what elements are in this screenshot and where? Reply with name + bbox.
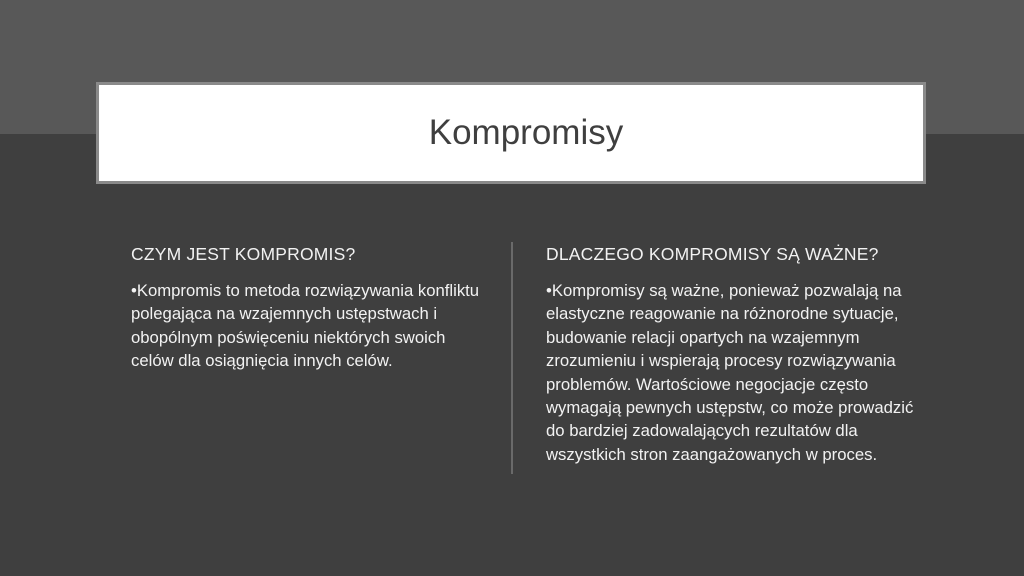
right-bullet <box>546 279 936 466</box>
right-bullet-text: Kompromisy są ważne, ponieważ pozwalają na elastyczne reagowanie na różnorodne sytuacje, budowanie relacji opartych na wzajemnym zrozumieniu i wspierają procesy rozwiązywania problemów. Wartościowe negocjacje często wymagają pewnych ustępstw, co może prowadzić do bardziej zadowalających rezultatów dla wszystkich stron zaangażowanych w proces. <box>546 281 914 464</box>
right-column <box>546 244 936 466</box>
left-bullet-text: Kompromis to metoda rozwiązywania konfliktu polegająca na wzajemnych ustępstwach i obopólnym poświęceniu niektórych swoich celów dla osiągnięcia innych celów. <box>131 281 480 371</box>
column-divider <box>511 242 513 474</box>
left-heading: CZYM JEST KOMPROMIS? <box>131 244 356 264</box>
right-heading: DLACZEGO KOMPROMISY SĄ WAŻNE? <box>546 244 879 264</box>
left-bullet <box>131 279 491 373</box>
left-column <box>131 244 491 373</box>
slide-title: Kompromisy <box>428 113 624 152</box>
bullet-icon: • <box>546 281 552 300</box>
title-box <box>96 82 926 184</box>
bullet-icon: • <box>131 281 137 300</box>
